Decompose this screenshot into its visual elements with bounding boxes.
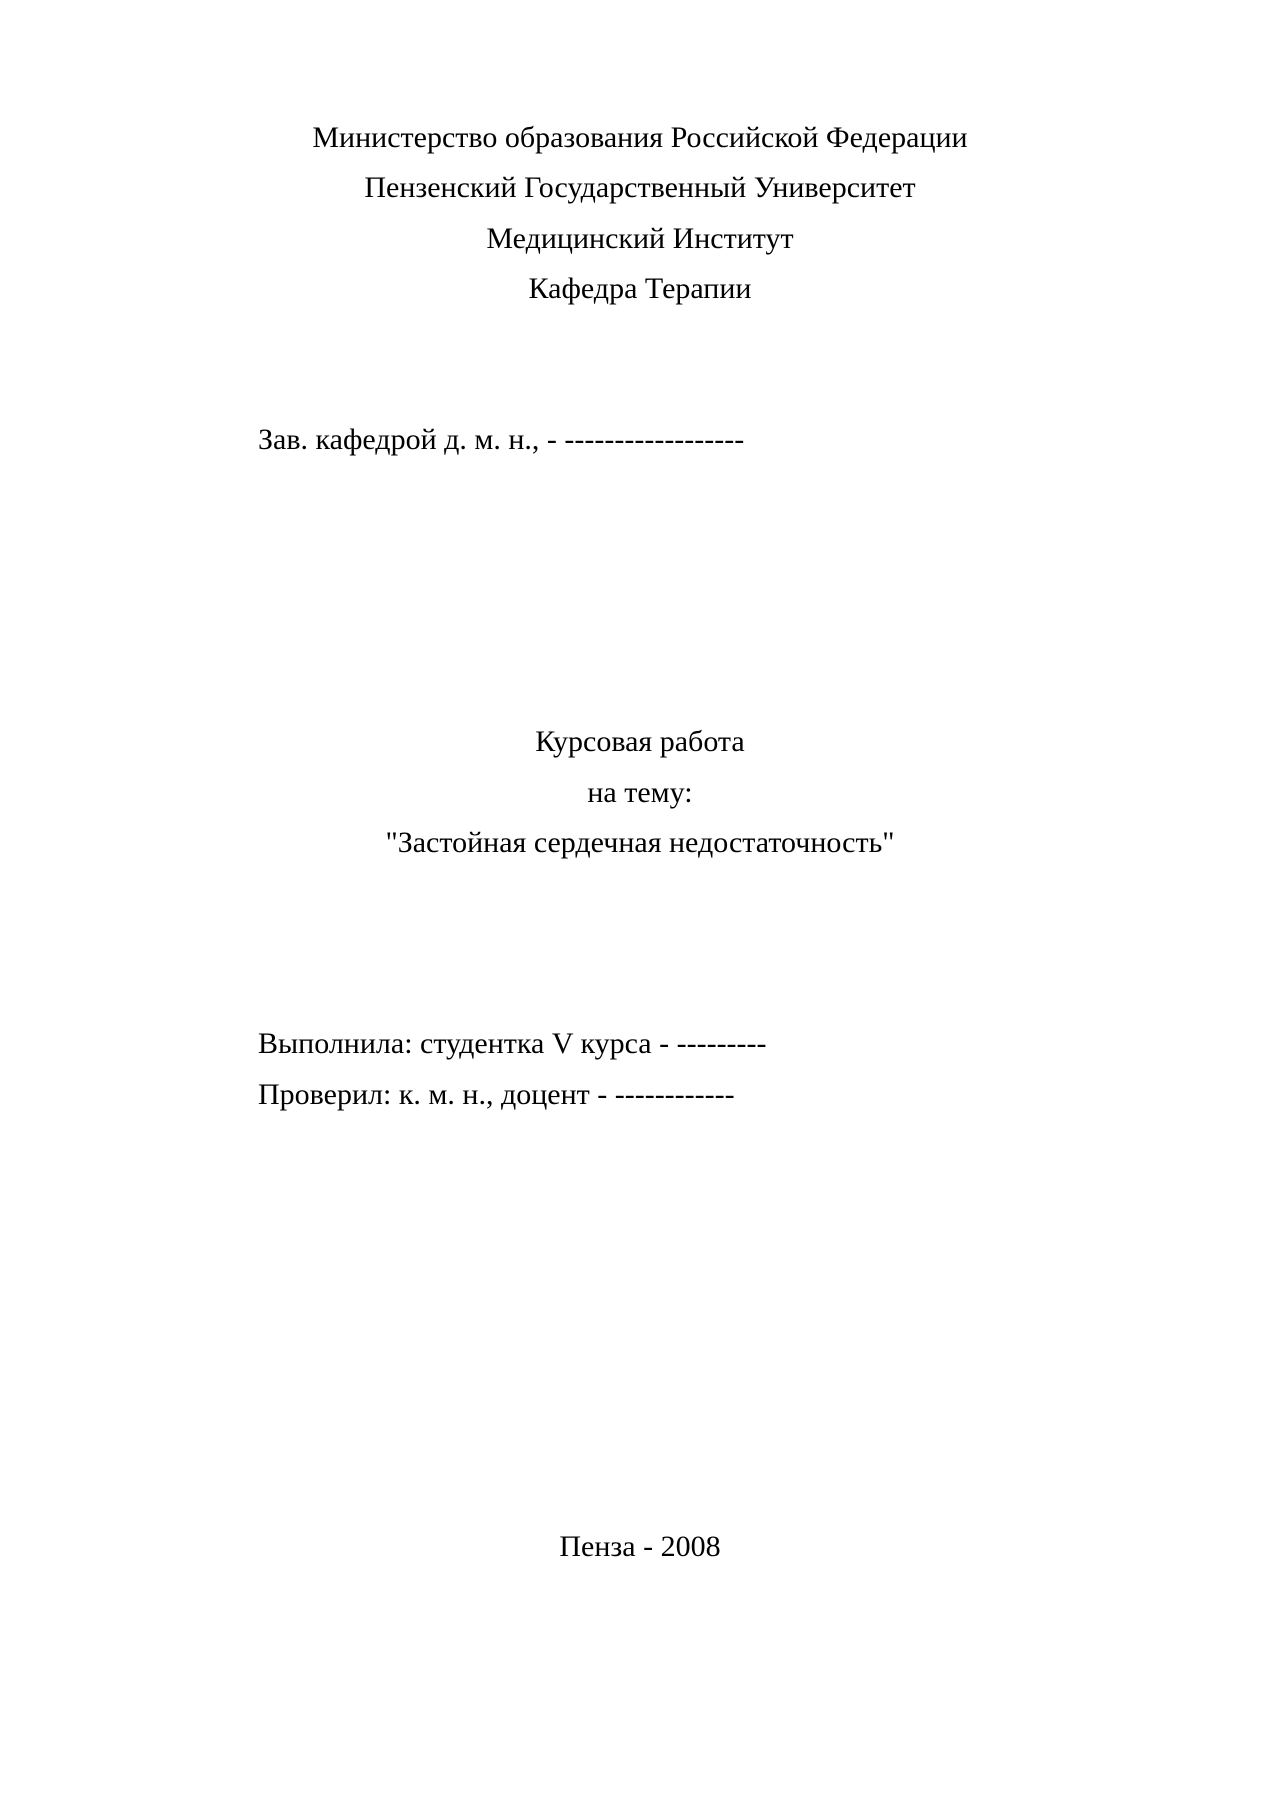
checked-by-line: Проверил: к. м. н., доцент - ------------: [258, 1078, 735, 1111]
head-of-department-line: Зав. кафедрой д. м. н., - ------------------: [258, 423, 745, 456]
performed-by-line: Выполнила: студентка V курса - ---------: [258, 1027, 767, 1060]
work-type-title: Курсовая работа: [535, 725, 745, 758]
university-line: Пензенский Государственный Университет: [364, 171, 916, 204]
institute-line: Медицинский Институт: [486, 222, 794, 255]
city-year-line: Пенза - 2008: [559, 1530, 721, 1563]
topic-prefix: на тему:: [587, 776, 693, 809]
department-line: Кафедра Терапии: [528, 272, 752, 305]
ministry-line: Министерство образования Российской Федерации: [312, 121, 968, 154]
topic-title: "Застойная сердечная недостаточность": [385, 826, 895, 859]
